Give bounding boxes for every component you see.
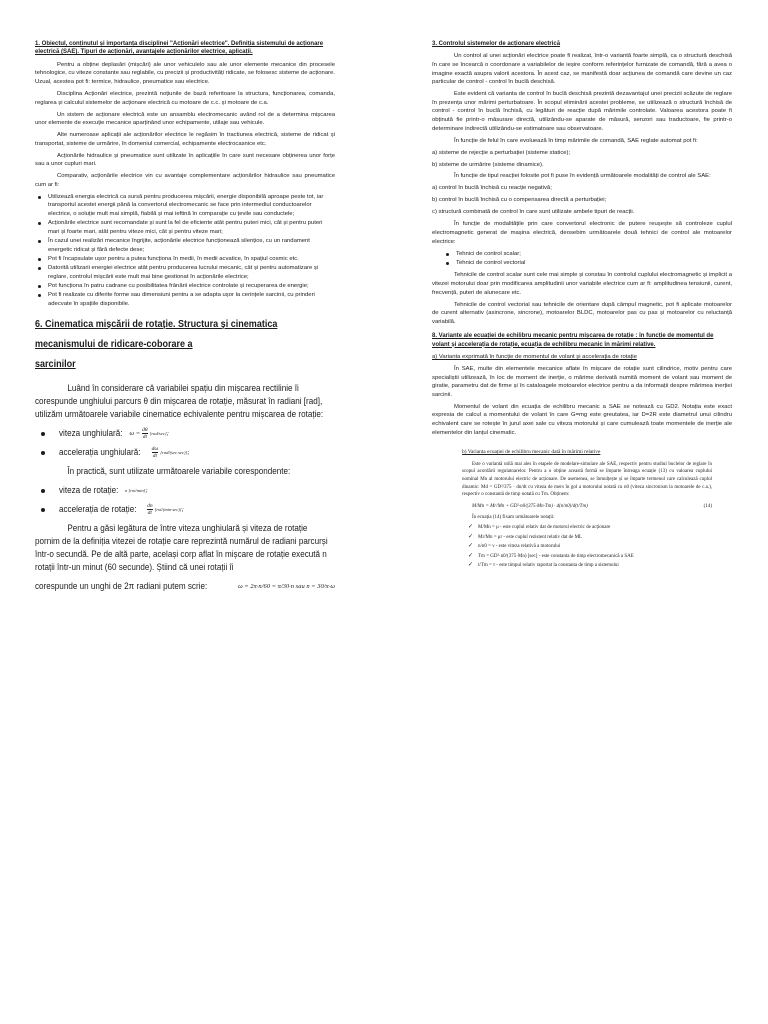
paragraph: Un control al unei acționări electrice poate fi realizat, într-o variantă foarte simplă, ca o structură deschisă în care se încearcă o coordonare a variabilelor de ieșire conform referințelor furnizate de comandă, fără a avea o imagine exactă asupra valorii acestora. În acest caz, se manifestă doar acțiunea de comandă care devine un caz particular de control - control în buclă deschisă. bbox=[432, 53, 732, 86]
rotation-speed-item: viteza de rotație: n [rot/min] ; bbox=[35, 484, 335, 497]
notation-item: ✓ Tm = GD²·n0/(375·Mn) [sec] - este constanta de timp electromecanică a SAE bbox=[468, 552, 634, 559]
paragraph: Tehnicile de control vectorial sau tehnicile de orientare după câmpul magnetic, pot fi aplicate motoarelor de curent alternativ (asincrone, sincrone), motoarelor BLDC, motoarelor pas cu pas și motoarelor cu reluctanță variabilă. bbox=[432, 301, 732, 325]
paragraph: Un sistem de acționare electrică este un ansamblu electromecanic având rol de a determina mișcarea unor elemente de execuție mecanice aparținând unor echipamente, utilaje sau vehicule. bbox=[35, 111, 335, 127]
scan-title: b) Varianta ecuației de echilibru mecanic dată în mărimi relative bbox=[462, 449, 601, 456]
paragraph: Pentru a obține deplasări (mișcări) ale unor vehiculelo sau ale unor elemente mecanice din procesele tehnologice, cu viteze constante sau reglabile, cu precizii și productivități ridicate, se folosesc sisteme de acționare. Uzual, acestea pot fi: termice, hidraulice, pneumatice sau electrice. bbox=[35, 61, 335, 85]
section-1 bbox=[35, 40, 335, 308]
paragraph: În funcție de modalitățile prin care convertorul electronic de putere reușește să controleze cuplul electromagnetic generat de mașina electrică, deosebim următoarele două tehnici de control ale motoarelor electrice: bbox=[432, 221, 732, 245]
paragraph: În funcție de tipul reacției folosite pot fi puse în evidență următoarele modalități de control ale SAE: bbox=[454, 173, 711, 180]
rotation-acceleration-item: accelerația de rotație: $\frac{dn}{dt}$ [rot/(min·sec)] ; bbox=[35, 503, 335, 516]
notation-item: ✓ Mr/Mn = μr - este cuplul rezistent relativ dat de ML bbox=[468, 533, 583, 540]
paragraph: Tehnicile de control scalar sunt cele mai simple și constau în controlul cuplului electromagnetic și implicit a vitezei motorului doar prin modificarea amplitudinii unor variabile electrice cum ar fi: amplitudinea tensiunii, curent, frecvență, puteri de alunecare etc. bbox=[432, 272, 732, 296]
section-3 bbox=[432, 40, 732, 437]
list-item: Pot fi încapsulate ușor pentru a putea funcționa în medii, în medii acvatice, în spațiul cosmic etc. bbox=[35, 255, 335, 264]
scan-paragraph: În ecuația (14) fixam următoarele notații: bbox=[472, 515, 555, 521]
paragraph: Este evident că varianta de control în buclă deschisă prezintă dezavantajul unei precizii scăzute de reglare în prezența unor mărimi perturbatoare. În scopul eliminării acestei probleme, se utilizează o structură închisă de control - control în buclă închisă, cu legături de reacție după mărimile controlate. Valoarea acestora poate fi obținută fie printr-o măsurare directă, utilizându-se aparate de măsură, senzori sau traductoare, fie printr-o determinare indirectă utilizându-se estimatoare sau observatoare. bbox=[432, 91, 732, 132]
section-3-title: 3. Controlul sistemelor de acționare electrică bbox=[432, 41, 561, 47]
angular-velocity-item: viteza unghiulară: ω = $\frac{d\theta}{dt}$ [rad/sec] ; bbox=[35, 427, 335, 440]
bullet-dot bbox=[41, 508, 45, 512]
section-8-title: 8. Variante ale ecuației de echilibru mecanic pentru mișcarea de rotație : în funcție de momentul de volant și accelerația de rotație, ecuația de echilibru mecanic în mărimi relative. bbox=[432, 333, 714, 348]
check-icon: ✓ bbox=[468, 552, 474, 559]
list-item: Tehnici de control scalar; bbox=[432, 250, 732, 259]
formula: $\frac{dn}{dt}$ [rot/(min·sec)] ; bbox=[147, 503, 184, 517]
advantages-list bbox=[35, 193, 335, 308]
control-techniques-list bbox=[432, 250, 732, 268]
notation-item: ✓ M/Mn = μ - este cuplul relativ dat de motorul electric de acționare bbox=[468, 524, 611, 531]
paragraph: În funcție de felul în care evoluează în timp mărimile de comandă, SAE reglate automat pot fi: bbox=[454, 137, 698, 144]
list-item: Utilizează energia electrică ca sursă pentru producerea mișcării, energie disponibilă aproape peste tot, iar transportul acestei energii până la convertorul electromecanic se face prin intermediul conductoarelor electrice, o soluție mult mai simplă, fiabilă și mai ieftină în comparație cu țevile sau conductele; bbox=[35, 193, 335, 219]
list-item: Acționările electrice sunt recomandate și sunt la fel de eficiente atât pentru puteri mici, cât și pentru puteri mari și foarte mari, atât pentru viteze mici, cât și pentru viteze mari; bbox=[35, 219, 335, 236]
notation-item: ✓ n/n0 = ν - este viteza relativă a motorului bbox=[468, 543, 561, 550]
check-icon: ✓ bbox=[468, 533, 474, 540]
list-item: Pot fi realizate cu diferite forme sau dimensiuni pentru a se adapta ușor la cerințele sarcinii, cu prinderi adecvate în spațiile disponibile. bbox=[35, 291, 335, 308]
paragraph: Disciplina Acționări electrice, prezintă noțiunile de bază referitoare la structura, funcționarea, comanda, reglarea și calculul sistemelor de acționare electrică cu motoare de c.c. și motoare de c.a. bbox=[35, 90, 335, 106]
paragraph: Luând în considerare că variabilei spațiu din mișcarea rectilinie îi corespunde unghiului parcurs θ din mișcarea de rotație, măsurat în radiani [rad], utilizăm următoarele variabile cinematice echivalente pentru mișcarea de rotație: bbox=[35, 383, 324, 420]
bullet-dot bbox=[41, 451, 45, 455]
paragraph: Pentru a găsi legătura de între viteza unghiulară și viteza de rotație pornim de la definiția vitezei de rotație care reprezintă numărul de radiani parcurși într-o secundă. Pe de altă parte, același corp aflat în mișcare de rotație execută n rotații într-un minut (60 secunde). Știind că unei rotații îi bbox=[35, 523, 328, 573]
equation-14: M/Mn = Mr/Mn + GD²·n0/(375·Mn·Tm) · d(n/n0)/d(t/Tm) (14) bbox=[472, 503, 712, 509]
subsection-title: a) Varianta exprimată în funcție de momentul de volant și accelerația de rotație bbox=[432, 354, 637, 361]
paragraph: Acționările hidraulice și pneumatice sunt utilizate în aplicațiile în care sunt necesare obținerea unor forțe sau a unor cupluri mari. bbox=[35, 152, 335, 168]
right-column bbox=[432, 40, 732, 572]
paragraph: b) sisteme de urmărire (sisteme dinamice). bbox=[432, 161, 544, 168]
paragraph: Momentul de volant din ecuația de echilibru mecanic a SAE se notează cu GD2. Notația este exact expresia de calcul a momentului de volant în care G=mg este greutatea, iar D=2R este diametrul unui cilindru echivalent care se rotește în jurul axei sale cu viteza motorului și care cumulează toate momentele de inerție ale elementelor din lanțul cinematic. bbox=[432, 403, 732, 436]
bullet-dot bbox=[41, 432, 45, 436]
paragraph: În SAE, multe din elementele mecanice aflate în mișcare de rotație sunt cilindrice, motiv pentru care specialiștii utilizează, în loc de moment de inerție, o mărime derivată numită moment de volant sau moment de giratie, parametru dat de firme și în cataloagele motoarelor electrice pentru a da informații despre mărimea inerției sarcinii. bbox=[432, 366, 732, 398]
list-item: Tehnici de control vectorial bbox=[432, 259, 732, 268]
list-item: În cazul unei realizări mecanice îngrijite, acționările electrice funcționează silențios, cu un randament energetic ridicat și fără defecte dese; bbox=[35, 237, 335, 254]
section-6-title: 6. Cinematica mișcării de rotație. Structura și cinematica mecanismului de ridicare-coborare a sarcinilor bbox=[35, 318, 278, 371]
paragraph: a) sisteme de rejecție a perturbației (sisteme statice); bbox=[432, 149, 571, 156]
paragraph: c) structură combinată de control în care sunt utilizate ambele tipuri de reacții. bbox=[432, 209, 635, 216]
paragraph: Alte numeroase aplicații ale acționărilor electrice le regăsim în tractiunea electrică, sisteme de ridicat și transportat, sisteme de urmărire, în domeniul comercial, echipamente electrocasnice etc. bbox=[35, 132, 335, 147]
angular-acceleration-item: accelerația unghiulară: $\frac{d\omega}{dt}$ [rad/(sec·sec)] ; bbox=[35, 446, 335, 459]
check-icon: ✓ bbox=[468, 543, 474, 550]
formula: $\frac{d\omega}{dt}$ [rad/(sec·sec)] ; bbox=[151, 446, 190, 460]
scan-paragraph: Este o variantă utilă mai ales în etapele de modelare-simulare ale SAE, respectiv pentru studiul buclelor de reglare în scopul acordării regulatoarelor. Pentru a o obține această formă se împarte întreaga ecuație (13) cu valoarea cuplului nominal Mn al motorului electric de acționare. De asemenea, se înmulțește și se împarte termenul care calculează cuplul dinamic: Md = GD²/375 · dn/dt cu viteza de mers în gol a motorului notată cu n0 (viteza sincronism la motoarele de c.a.), respectiv o constantă de timp notată cu Tm. Obținem: bbox=[462, 461, 712, 498]
paragraph: În practică, sunt utilizate următoarele variabile corespondente: bbox=[67, 466, 291, 477]
formula: n [rot/min] ; bbox=[125, 487, 148, 495]
left-column bbox=[35, 40, 335, 599]
formula: ω = $\frac{d\theta}{dt}$ [rad/sec] ; bbox=[129, 427, 169, 441]
check-icon: ✓ bbox=[468, 524, 474, 531]
check-icon: ✓ bbox=[468, 562, 474, 569]
final-line: corespunde un unghi de 2π radiani putem scrie: ω = 2π·n/60 = π/30·n sau n = 30/π·ω bbox=[35, 581, 335, 592]
formula-omega-n: ω = 2π·n/60 = π/30·n sau n = 30/π·ω bbox=[238, 583, 335, 591]
notation-item: ✓ t/Tm = τ - este timpul relativ raportat la constanta de timp a sistemului bbox=[468, 562, 619, 569]
bullet-dot bbox=[41, 489, 45, 493]
list-item: Pot funcționa în patru cadrane cu posibilitatea frânării electrice controlate și recuperarea de energie; bbox=[35, 282, 335, 291]
section-6 bbox=[35, 314, 335, 593]
paragraph: b) control în buclă închisă cu o compensarea directă a perturbației; bbox=[432, 197, 607, 204]
paragraph: Comparativ, acționările electrice vin cu avantaje complementare acționărilor hidraulice sau pneumatice cum ar fi: bbox=[35, 173, 335, 188]
section-1-title: 1. Obiectul, conținutul și importanța disciplinei "Acționări electrice". Definiția sistemului de acționare electrică (SAE). Tipuri de acționări, avantajele acționărilor electrice, aplicații. bbox=[35, 41, 324, 56]
embedded-scan bbox=[462, 449, 712, 570]
list-item: Datorită utilizarii energiei electrice atât pentru producerea lucrului mecanic, cât și pentru automatizare și reglare, controlul mișcării este mult mai bine gestionat în acționările electrice; bbox=[35, 264, 335, 281]
paragraph: a) control în buclă închisă cu reacție negativă; bbox=[432, 185, 552, 192]
